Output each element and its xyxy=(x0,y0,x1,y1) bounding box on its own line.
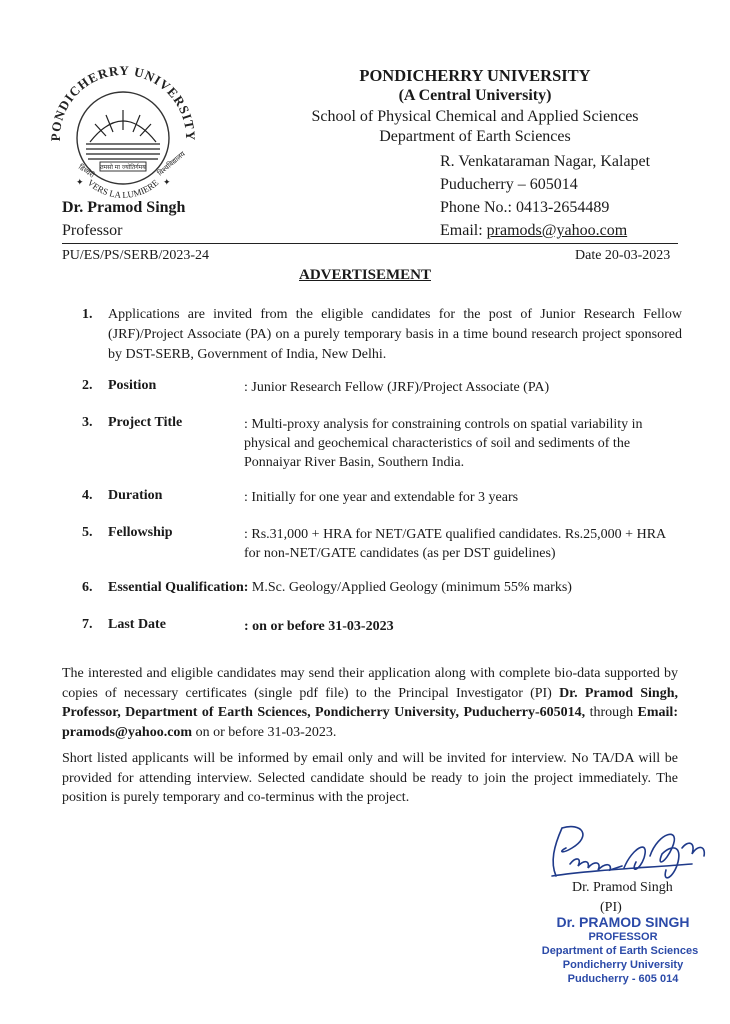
stamp-department: Department of Earth Sciences xyxy=(541,945,699,957)
header-divider xyxy=(62,243,678,244)
item-6-number: 6. xyxy=(82,580,93,595)
item-3-value: : Multi-proxy analysis for constraining controls on spatial variability in physical and geochemical characteristics of soil and sediments of the Ponnaiyar River Basin, Southern India. xyxy=(244,417,643,470)
logo-ring-right-text: विश्वविद्यालय xyxy=(156,149,187,178)
item-3-label: Project Title xyxy=(108,415,183,430)
application-instructions xyxy=(62,664,678,742)
item-3-number: 3. xyxy=(82,415,93,430)
email-link[interactable]: pramods@yahoo.com xyxy=(486,222,628,239)
department-name: Department of Earth Sciences xyxy=(379,128,571,145)
item-2-label: Position xyxy=(108,378,157,393)
item-1-text: Applications are invited from the eligible candidates for the post of Junior Research Fellow (JRF)/Project Associate (PA) on a purely temporary basis in a time bound research project sponsored by DST-SERB, Government of India, New Delhi. xyxy=(108,307,682,362)
logo-ring-left-text: डिच्चेरी xyxy=(76,163,96,180)
item-6-value: M.Sc. Geology/Applied Geology (minimum 55% marks) xyxy=(248,580,572,595)
para1-contact-email: Email: pramods@yahoo.com xyxy=(62,705,678,740)
university-name: PONDICHERRY UNIVERSITY xyxy=(359,66,591,85)
central-university-label: (A Central University) xyxy=(398,87,552,104)
item-2-value: : Junior Research Fellow (JRF)/Project Associate (PA) xyxy=(244,380,550,395)
reference-number: PU/ES/PS/SERB/2023-24 xyxy=(62,248,210,263)
email-label: Email: xyxy=(440,222,487,239)
logo-motto: तमसो मा ज्योतिर्गमय xyxy=(100,164,146,171)
logo-ring-top-text: PONDICHERRY UNIVERSITY xyxy=(47,62,199,142)
signatory-name: Dr. Pramod Singh xyxy=(572,880,673,895)
item-7-label: Last Date xyxy=(108,617,166,632)
university-logo xyxy=(38,60,208,200)
item-5-value: : Rs.31,000 + HRA for NET/GATE qualified candidates. Rs.25,000 + HRA for non-NET/GATE candidates (as per DST guidelines) xyxy=(244,527,666,561)
address-line-2: Puducherry – 605014 xyxy=(440,176,578,193)
item-7-value: : on or before 31-03-2023 xyxy=(244,619,394,634)
professor-name: Dr. Pramod Singh xyxy=(62,199,186,216)
para1-text-e: on or before 31-03-2023. xyxy=(192,724,337,740)
signatory-role: (PI) xyxy=(600,900,622,915)
document-date: Date 20-03-2023 xyxy=(575,248,671,263)
para1-text-c: through xyxy=(585,705,638,720)
item-7-number: 7. xyxy=(82,617,93,632)
logo-emblem xyxy=(38,60,208,200)
para1-text-a: The interested and eligible candidates may send their application along with complete bio-data supported by copies of necessary certificates (single pdf file) to the Principal Investigator (PI) xyxy=(62,666,678,701)
phone-number: Phone No.: 0413-2654489 xyxy=(440,199,610,216)
svg-text:✦: ✦ xyxy=(163,177,171,187)
stamp-university: Pondicherry University xyxy=(562,959,684,971)
email-line xyxy=(440,222,627,240)
svg-text:VERS LA LUMIERE xyxy=(86,177,161,200)
item-2-number: 2. xyxy=(82,378,93,393)
para1-contact-address: Dr. Pramod Singh, Professor, Department of Earth Sciences, Pondicherry University, Puducherry-605014, xyxy=(62,685,678,720)
address-line-1: R. Venkataraman Nagar, Kalapet xyxy=(440,153,651,170)
item-6-label: Essential Qualification: xyxy=(108,580,249,595)
stamp-name: Dr. PRAMOD SINGH xyxy=(556,914,690,930)
interview-notice: Short listed applicants will be informed by email only and will be invited for interview. No TA/DA will be provided for attending interview. Selected candidate should be ready to join the project immediately. The position is purely temporary and co-terminus with the project. xyxy=(62,751,678,805)
logo-ring-bottom-text: VERS LA LUMIERE xyxy=(85,177,161,200)
item-6-line xyxy=(108,580,572,596)
stamp-title: PROFESSOR xyxy=(588,931,658,943)
svg-text:✦: ✦ xyxy=(76,177,84,187)
item-4-label: Duration xyxy=(108,488,163,503)
school-name: School of Physical Chemical and Applied Sciences xyxy=(311,108,639,125)
item-5-label: Fellowship xyxy=(108,525,173,540)
item-1-number: 1. xyxy=(82,307,93,322)
page-title: ADVERTISEMENT xyxy=(299,267,431,283)
professor-title: Professor xyxy=(62,222,123,239)
item-4-value: : Initially for one year and extendable for 3 years xyxy=(244,490,519,505)
stamp-location: Puducherry - 605 014 xyxy=(567,973,679,985)
item-5-number: 5. xyxy=(82,525,93,540)
item-4-number: 4. xyxy=(82,488,93,503)
